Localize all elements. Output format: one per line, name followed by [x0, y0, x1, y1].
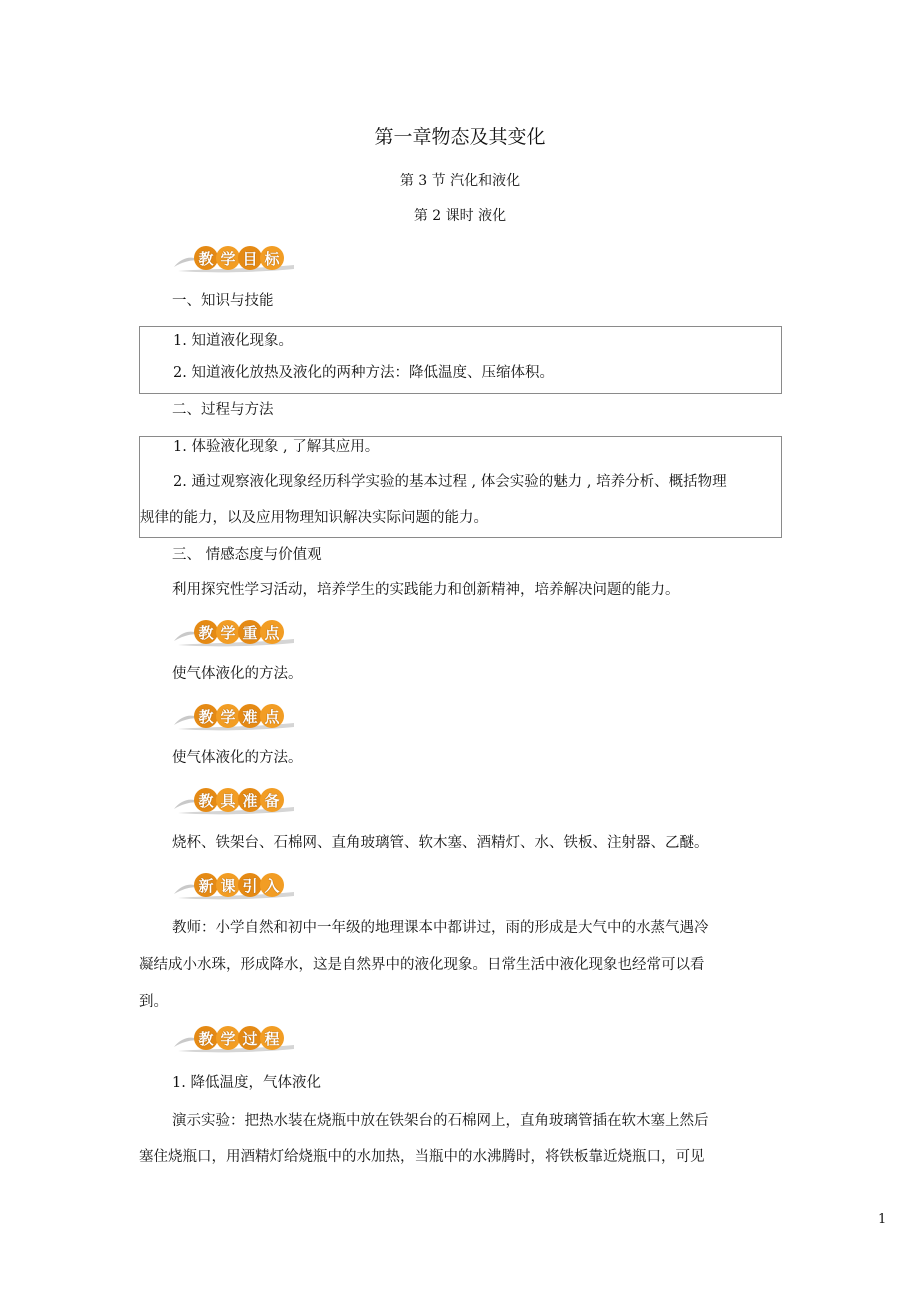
badge-difficulties	[172, 703, 296, 733]
badge-char: 具	[216, 788, 240, 812]
chapter-title: 第一章物态及其变化	[374, 126, 546, 148]
badge-char: 教	[194, 704, 218, 728]
goals-heading-2: 二、过程与方法	[172, 402, 274, 418]
process-goal-2: 2. 通过观察液化现象经历科学实验的基本过程 , 体会实验的魅力 , 培养分析、概括物理	[173, 474, 727, 490]
badge-char: 新	[194, 873, 218, 897]
intro-line-3: 到。	[139, 994, 168, 1010]
badge-teaching-goals	[172, 245, 296, 275]
badge-key-points	[172, 619, 296, 649]
badge-process	[172, 1025, 296, 1055]
badge-char: 学	[216, 620, 240, 644]
process-goal-2-cont: 规律的能力，以及应用物理知识解决实际问题的能力。	[140, 510, 488, 526]
goals-box-knowledge	[139, 326, 782, 394]
badge-char: 准	[238, 788, 262, 812]
badge-char: 教	[194, 620, 218, 644]
process-heading: 1. 降低温度，气体液化	[172, 1075, 321, 1091]
process-goal-1: 1. 体验液化现象 , 了解其应用。	[173, 439, 380, 455]
section-title: 第 3 节 汽化和液化	[399, 173, 521, 189]
lesson-title: 第 2 课时 液化	[413, 208, 507, 224]
badge-char: 学	[216, 1026, 240, 1050]
goal-item-2: 2. 知道液化放热及液化的两种方法：降低温度、压缩体积。	[173, 365, 554, 381]
badge-char: 入	[260, 873, 284, 897]
badge-char: 重	[238, 620, 262, 644]
attitude-text: 利用探究性学习活动，培养学生的实践能力和创新精神，培养解决问题的能力。	[172, 582, 680, 598]
badge-char: 课	[216, 873, 240, 897]
badge-char: 教	[194, 788, 218, 812]
badge-char: 目	[238, 246, 262, 270]
badge-char: 引	[238, 873, 262, 897]
intro-line-2: 凝结成小水珠，形成降水，这是自然界中的液化现象。日常生活中液化现象也经常可以看	[139, 957, 705, 973]
goal-item-1: 1. 知道液化现象。	[173, 333, 293, 349]
key-points-text: 使气体液化的方法。	[172, 666, 303, 682]
badge-char: 教	[194, 1026, 218, 1050]
process-line-2: 塞住烧瓶口，用酒精灯给烧瓶中的水加热，当瓶中的水沸腾时，将铁板靠近烧瓶口，可见	[139, 1149, 705, 1165]
goals-box-process	[139, 436, 782, 538]
badge-char: 难	[238, 704, 262, 728]
badge-char: 学	[216, 704, 240, 728]
badge-char: 教	[194, 246, 218, 270]
badge-char: 学	[216, 246, 240, 270]
goals-heading-3: 三、 情感态度与价值观	[172, 547, 322, 563]
badge-char: 备	[260, 788, 284, 812]
difficulties-text: 使气体液化的方法。	[172, 750, 303, 766]
goals-heading-1: 一、知识与技能	[172, 293, 274, 309]
badge-intro	[172, 872, 296, 902]
page-number: 1	[878, 1212, 887, 1227]
badge-char: 过	[238, 1026, 262, 1050]
badge-char: 点	[260, 704, 284, 728]
intro-line-1: 教师：小学自然和初中一年级的地理课本中都讲过，雨的形成是大气中的水蒸气遇冷	[172, 920, 709, 936]
badge-tools	[172, 787, 296, 817]
process-line-1: 演示实验：把热水装在烧瓶中放在铁架台的石棉网上，直角玻璃管插在软木塞上然后	[172, 1113, 709, 1129]
badge-char: 标	[260, 246, 284, 270]
badge-char: 点	[260, 620, 284, 644]
tools-text: 烧杯、铁架台、石棉网、直角玻璃管、软木塞、酒精灯、水、铁板、注射器、乙醚。	[172, 835, 709, 851]
badge-char: 程	[260, 1026, 284, 1050]
